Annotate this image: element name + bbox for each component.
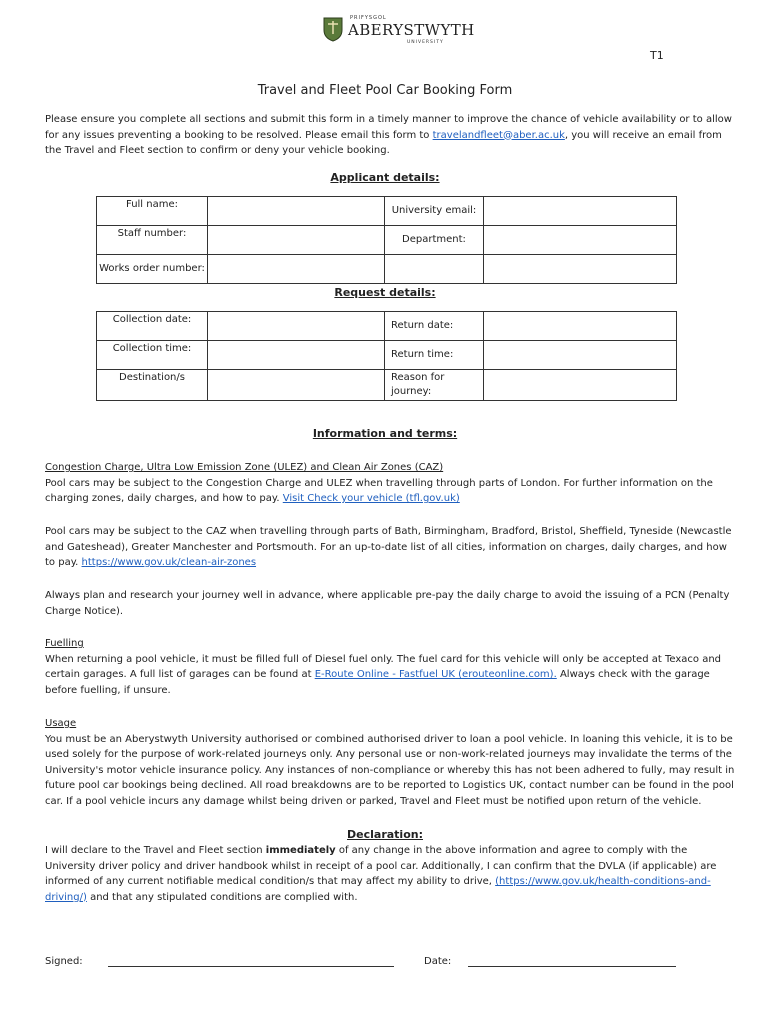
- reason-label: Reason for journey:: [385, 370, 484, 401]
- works-order-field[interactable]: [208, 255, 385, 284]
- email-link[interactable]: travelandfleet@aber.ac.uk: [432, 129, 565, 141]
- date-label: Date:: [424, 956, 452, 967]
- fuelling-text-end: Always check with the garage before fuelling, if unsure.: [45, 669, 710, 696]
- applicant-table: [96, 196, 677, 284]
- collection-time-label: Collection time:: [97, 341, 208, 370]
- department-field[interactable]: [484, 226, 677, 255]
- date-line[interactable]: [468, 966, 676, 967]
- dvla-link[interactable]: (https://www.gov.uk/health-conditions-and-driving/): [45, 876, 711, 903]
- destination-field[interactable]: [208, 370, 385, 401]
- usage-text: You must be an Aberystwyth University authorised or combined authorised driver to loan a pool vehicle. In loaning this vehicle, it is to be used solely for the purpose of work-related journeys only. Any personal use or non-work-related journeys may invalidate the terms of the University's motor vehicle insurance policy. Any instances of non-compliance or whereby this has not been adhered to fully, may result in future pool car bookings being declined. All road breakdowns are to be reported to Logistics UK, contact number can be found in the pool car. If a pool vehicle incurs any damage whilst being driven or parked, Travel and Fleet must be notified upon return of the vehicle.: [45, 733, 735, 807]
- request-table: [96, 311, 677, 401]
- full-name-field[interactable]: [208, 197, 385, 226]
- caz-section: [45, 524, 735, 571]
- signature-line[interactable]: [108, 966, 394, 967]
- applicant-empty-field[interactable]: [484, 255, 677, 284]
- logo-main-text: ABERYSTWYTH: [348, 21, 475, 39]
- usage-heading: Usage: [45, 718, 77, 729]
- collection-time-field[interactable]: [208, 341, 385, 370]
- logo-sub-text: UNIVERSITY: [407, 40, 444, 45]
- works-order-label: Works order number:: [97, 255, 208, 284]
- intro-text: Please ensure you complete all sections and submit this form in a timely manner to improve the chance of vehicle availability or to allow for any issues preventing a booking to be resolved. Please email this form to: [45, 114, 732, 141]
- fuelling-heading: Fuelling: [45, 638, 84, 649]
- university-logo: [322, 12, 475, 48]
- applicant-heading: Applicant details:: [330, 171, 440, 184]
- reason-field[interactable]: [484, 370, 677, 401]
- department-label: Department:: [385, 226, 484, 255]
- university-email-field[interactable]: [484, 197, 677, 226]
- collection-date-label: Collection date:: [97, 312, 208, 341]
- intro-text-end: , you will receive an email from the Travel and Fleet section to confirm or deny your vehicle booking.: [45, 129, 722, 156]
- declaration-text-mid: of any change in the above information and agree to comply with the University driver policy and driver handbook whilst in receipt of a pool car. Additionally, I can confirm that the DVLA (if applicable) are informed of any current notifiable medical condition/s that may affect my ability to drive,: [45, 845, 717, 887]
- declaration-text-end: and that any stipulated conditions are complied with.: [86, 891, 358, 903]
- request-heading: Request details:: [334, 286, 436, 299]
- return-time-field[interactable]: [484, 341, 677, 370]
- applicant-empty-label: [385, 255, 484, 284]
- return-time-label: Return time:: [385, 341, 484, 370]
- intro-paragraph: [45, 112, 735, 159]
- declaration-text: I will declare to the Travel and Fleet section: [45, 845, 266, 856]
- declaration-paragraph: [45, 843, 735, 905]
- document-code: T1: [650, 49, 664, 62]
- usage-section: [45, 716, 735, 809]
- caz-link[interactable]: https://www.gov.uk/clean-air-zones: [81, 557, 257, 568]
- staff-number-label: Staff number:: [97, 226, 208, 255]
- staff-number-field[interactable]: [208, 226, 385, 255]
- congestion-text: Pool cars may be subject to the Congestion Charge and ULEZ when travelling through parts of London. For further information on the charging zones, daily charges, and how to pay.: [45, 477, 713, 504]
- declaration-heading: Declaration:: [347, 828, 423, 841]
- university-email-label: University email:: [385, 197, 484, 226]
- return-date-label: Return date:: [385, 312, 484, 341]
- declaration-bold: immediately: [265, 845, 336, 856]
- full-name-label: Full name:: [97, 197, 208, 226]
- caz-text: Pool cars may be subject to the CAZ when travelling through parts of Bath, Birmingham, Bradford, Bristol, Sheffield, Tyneside (Newcastle and Gateshead), Greater Manchester and Portsmouth. For an up-to-date list of all cities, information on charges, daily charges, and how to pay.: [45, 526, 732, 568]
- eroute-link[interactable]: E-Route Online - Fastfuel UK (erouteonline.com).: [314, 669, 557, 680]
- return-date-field[interactable]: [484, 312, 677, 341]
- destination-label: Destination/s: [97, 370, 208, 401]
- page-title: Travel and Fleet Pool Car Booking Form: [257, 83, 513, 98]
- signed-label: Signed:: [45, 956, 83, 967]
- crest-icon: [322, 14, 344, 42]
- info-heading: Information and terms:: [312, 427, 458, 440]
- congestion-section: [45, 460, 735, 507]
- logo-top-text: PRIFYSGOL: [350, 15, 387, 21]
- tfl-link[interactable]: Visit Check your vehicle (tfl.gov.uk): [282, 493, 460, 504]
- fuelling-text: When returning a pool vehicle, it must be filled full of Diesel fuel only. The fuel card for this vehicle will only be accepted at Texaco and certain garages. A full list of garages can be found at: [45, 653, 722, 680]
- congestion-heading: Congestion Charge, Ultra Low Emission Zone (ULEZ) and Clean Air Zones (CAZ): [45, 462, 444, 473]
- plan-paragraph: Always plan and research your journey well in advance, where applicable pre-pay the daily charge to avoid the issuing of a PCN (Penalty Charge Notice).: [45, 590, 730, 617]
- fuelling-section: [45, 636, 735, 698]
- collection-date-field[interactable]: [208, 312, 385, 341]
